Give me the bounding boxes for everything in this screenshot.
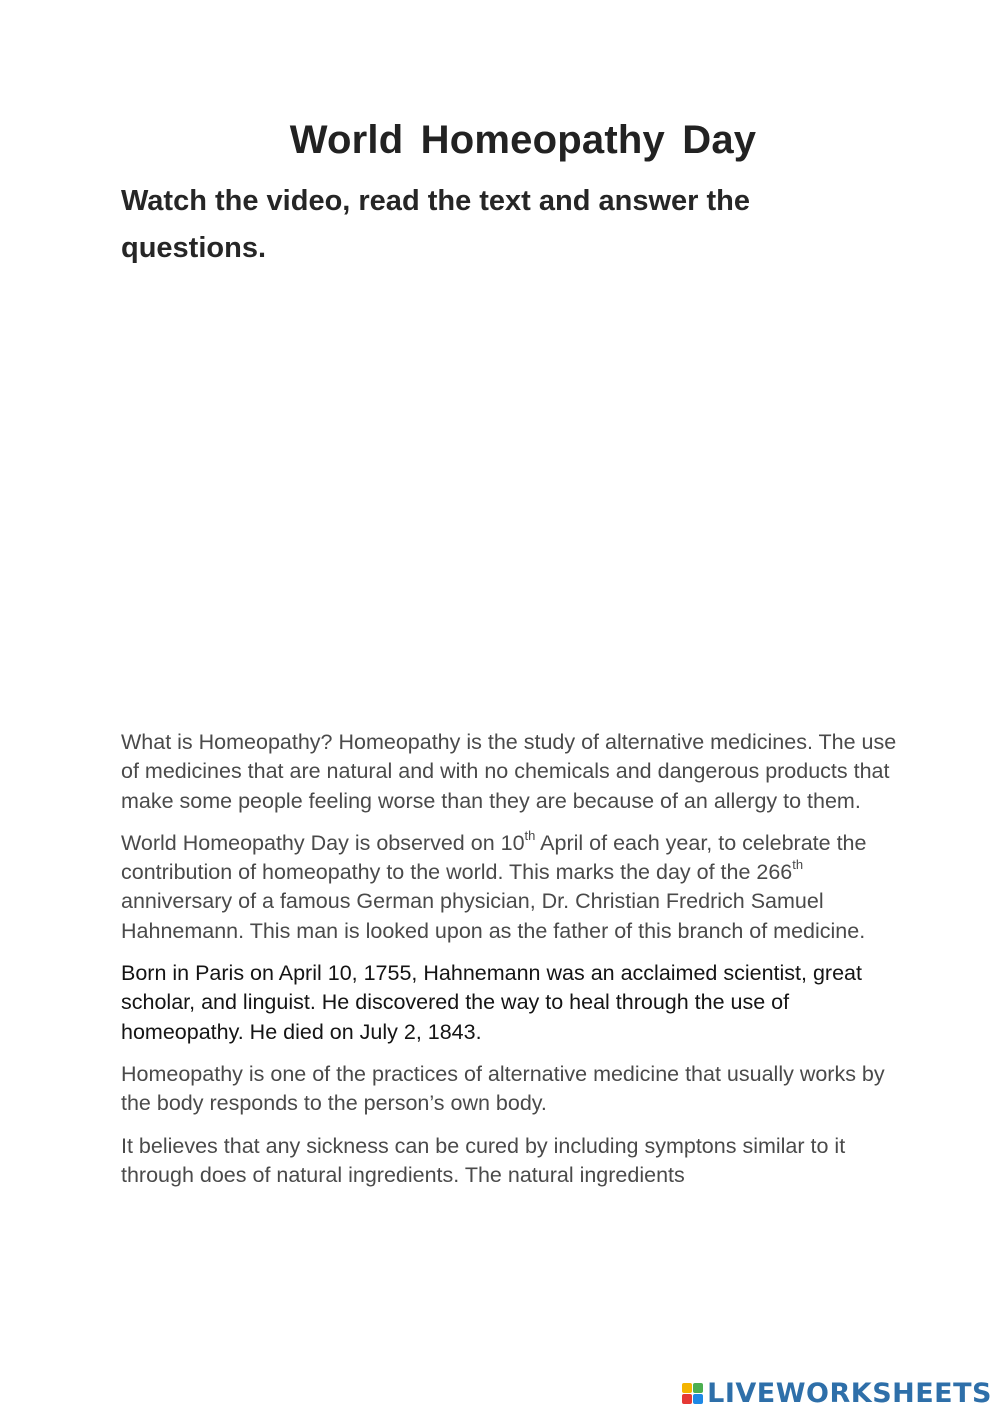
paragraph-2 (121, 829, 901, 946)
superscript-th: th (792, 857, 804, 873)
paragraph-2-part-2: April of each year, to celebrate the contribution of homeopathy to the world. This marks the day of the 266 (121, 830, 867, 885)
paragraph-2-part-3: anniversary of a famous German physician, Dr. Christian Fredrich Samuel Hahnemann. This man is looked upon as the father of this branch of medicine. (121, 889, 866, 943)
paragraph-1: What is Homeopathy? Homeopathy is the study of alternative medicines. The use of medicines that are natural and with no chemicals and dangerous products that make some people feeling worse than they are because of an allergy to them. (121, 730, 897, 813)
logo-text: LIVEWORKSHEETS (707, 1378, 992, 1409)
logo-square-2 (693, 1383, 703, 1393)
instructions: Watch the video, read the text and answer the questions. (121, 185, 751, 264)
paragraph-5: It believes that any sickness can be cured by including symptons similar to it through does of natural ingredients. The natural ingredients (121, 1133, 846, 1187)
superscript-th: th (524, 827, 536, 843)
paragraph-2-part-1: World Homeopathy Day is observed on 10 (121, 830, 525, 855)
liveworksheets-logo (682, 1378, 992, 1409)
logo-square-3 (682, 1394, 692, 1404)
logo-square-4 (693, 1394, 703, 1404)
logo-mark-icon (682, 1383, 703, 1404)
paragraph-4: Homeopathy is one of the practices of alternative medicine that usually works by the body responds to the person’s own body. (121, 1061, 885, 1116)
paragraph-3: Born in Paris on April 10, 1755, Hahnemann was an acclaimed scientist, great scholar, and linguist. He discovered the way to heal through the use of homeopathy. He died on July 2, 1843. (121, 961, 862, 1044)
logo-square-1 (682, 1383, 692, 1393)
page-title: World Homeopathy Day (289, 118, 757, 162)
reading-text (121, 728, 901, 1203)
